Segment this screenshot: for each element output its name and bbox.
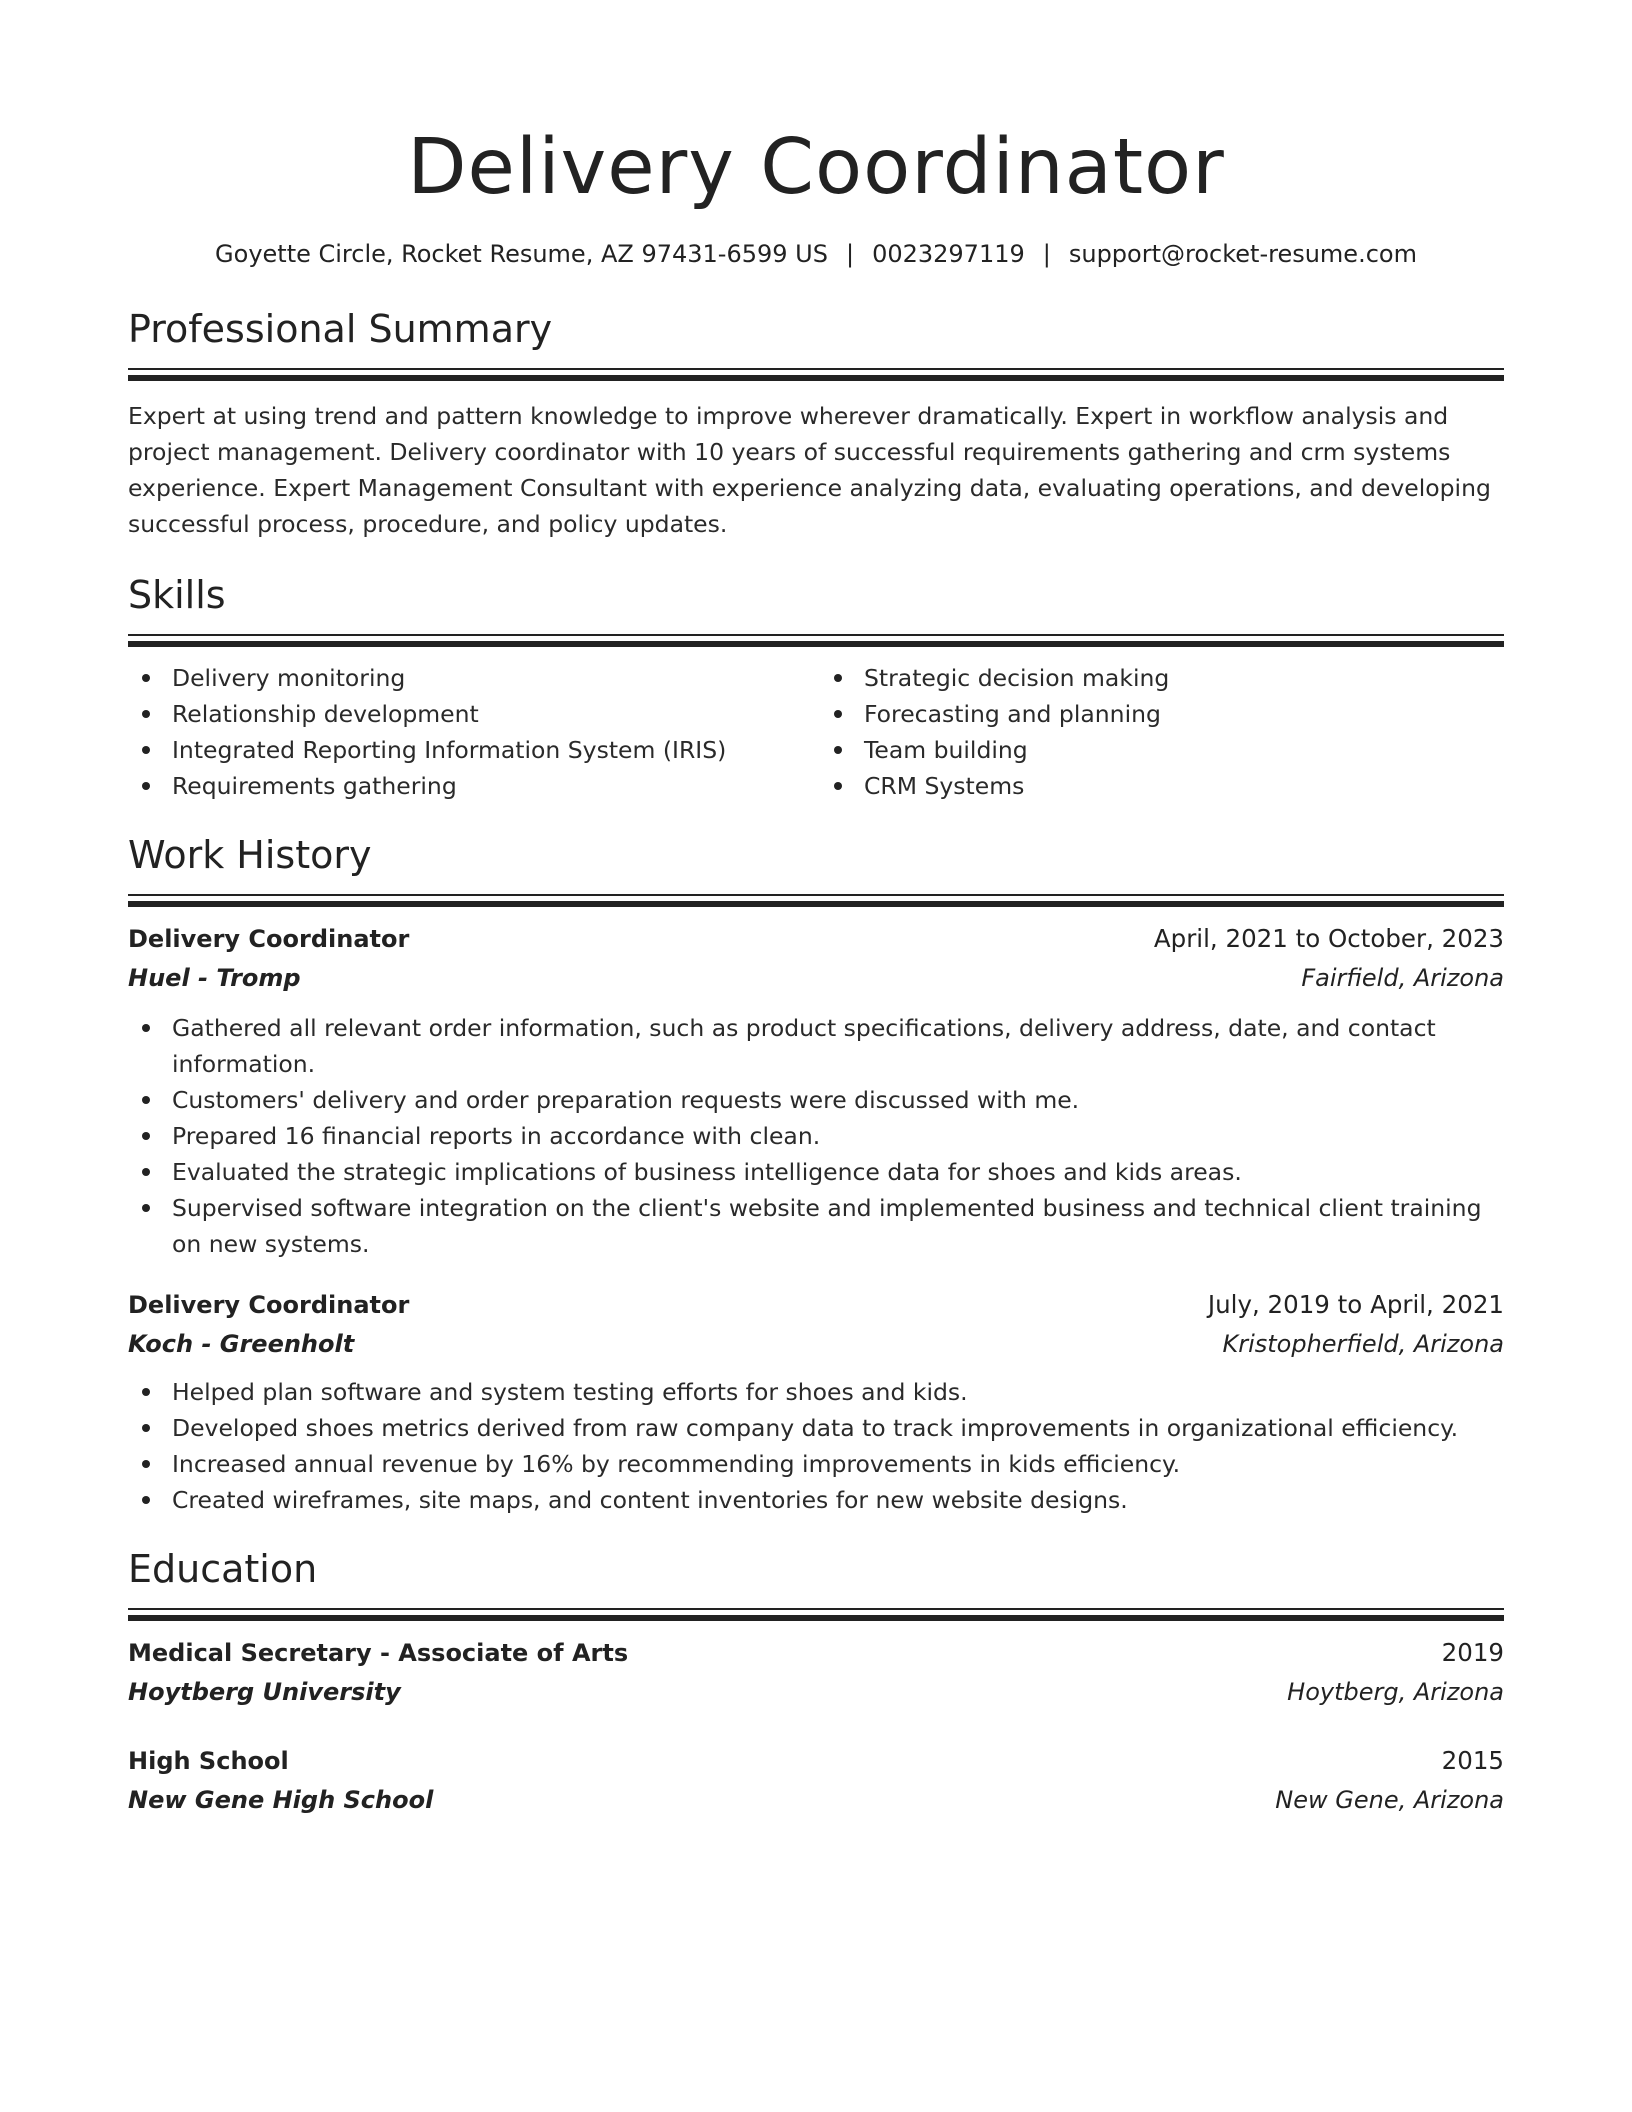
contact-phone: 0023297119 (872, 240, 1025, 268)
section-heading-education: Education (128, 1547, 318, 1591)
job-header-row (128, 920, 1504, 958)
education-sub-row (128, 1780, 1504, 1820)
bullet-icon (142, 1388, 150, 1396)
education-header-row (128, 1742, 1504, 1780)
summary-text: Expert at using trend and pattern knowledge to improve wherever dramatically. Expert in workflow analysis and project management. Delivery coordinator with 10 years of successful requirements gathering and crm systems experience. Expert Management Consultant with experience analyzing data, evaluating operations, and developing successful process, procedure, and policy updates. (128, 402, 1491, 538)
contact-separator: | (845, 240, 855, 268)
section-heading-summary: Professional Summary (128, 307, 553, 351)
bullet-icon (834, 746, 842, 754)
bullet-icon (142, 1496, 150, 1504)
skill-item: Integrated Reporting Information System (IRIS) (128, 732, 812, 768)
bullet-icon (142, 1096, 150, 1104)
section-heading-skills: Skills (128, 573, 226, 617)
section-divider (128, 368, 1504, 380)
education-degree: Medical Secretary - Associate of Arts (128, 1639, 629, 1667)
job-title: Delivery Coordinator (128, 1291, 410, 1319)
resume-title: Delivery Coordinator (407, 123, 1225, 212)
job-bullet: Gathered all relevant order information, such as product specifications, delivery address, date, and contact information. (128, 1010, 1504, 1082)
bullet-icon (142, 710, 150, 718)
contact-line (128, 238, 1504, 270)
bullet-icon (834, 710, 842, 718)
job-bullet: Created wireframes, site maps, and content inventories for new website designs. (128, 1482, 1504, 1518)
skills-column-right (812, 660, 1504, 804)
skill-item: Delivery monitoring (128, 660, 812, 696)
skill-item: CRM Systems (820, 768, 1504, 804)
section-divider (128, 1608, 1504, 1620)
job-bullet: Evaluated the strategic implications of business intelligence data for shoes and kids areas. (128, 1154, 1504, 1190)
job-entry (128, 920, 1504, 1262)
education-header-row (128, 1634, 1504, 1672)
job-dates: July, 2019 to April, 2021 (1207, 1290, 1504, 1319)
education-year: 2015 (1441, 1746, 1504, 1775)
contact-address: Goyette Circle, Rocket Resume, AZ 97431-6599 US (215, 240, 828, 268)
education-sub-row (128, 1672, 1504, 1712)
section-divider (128, 634, 1504, 646)
skill-item: Team building (820, 732, 1504, 768)
job-bullet: Supervised software integration on the client's website and implemented business and technical client training on new systems. (128, 1190, 1504, 1262)
job-company: Koch - Greenholt (128, 1330, 355, 1358)
section-heading-work: Work History (128, 833, 372, 877)
job-company: Huel - Tromp (128, 964, 301, 992)
education-entry (128, 1634, 1504, 1712)
contact-email: support@rocket-resume.com (1068, 240, 1417, 268)
bullet-icon (142, 1424, 150, 1432)
summary-section (128, 306, 1504, 542)
bullet-icon (142, 1460, 150, 1468)
job-location: Fairfield, Arizona (1301, 964, 1504, 992)
bullet-icon (142, 746, 150, 754)
work-section (128, 832, 1504, 1518)
skill-item: Strategic decision making (820, 660, 1504, 696)
bullet-icon (142, 674, 150, 682)
education-entry (128, 1742, 1504, 1820)
bullet-icon (834, 674, 842, 682)
skill-item: Relationship development (128, 696, 812, 732)
skills-columns (128, 660, 1504, 804)
job-header-row (128, 1286, 1504, 1324)
job-bullets (128, 1010, 1504, 1262)
job-sub-row (128, 1324, 1504, 1364)
skills-column-left (128, 660, 812, 804)
contact-separator: | (1042, 240, 1051, 268)
job-bullet: Customers' delivery and order preparation requests were discussed with me. (128, 1082, 1504, 1118)
job-entry (128, 1286, 1504, 1518)
job-bullet: Developed shoes metrics derived from raw company data to track improvements in organizational efficiency. (128, 1410, 1504, 1446)
skill-item: Forecasting and planning (820, 696, 1504, 732)
bullet-icon (142, 1204, 150, 1212)
job-dates: April, 2021 to October, 2023 (1153, 924, 1504, 953)
bullet-icon (142, 1168, 150, 1176)
job-sub-row (128, 958, 1504, 998)
education-location: Hoytberg, Arizona (1287, 1678, 1504, 1706)
education-school: Hoytberg University (128, 1678, 401, 1706)
education-section (128, 1546, 1504, 1820)
skills-section (128, 572, 1504, 804)
education-location: New Gene, Arizona (1275, 1786, 1504, 1814)
job-bullets (128, 1374, 1504, 1518)
job-location: Kristopherfield, Arizona (1222, 1330, 1504, 1358)
bullet-icon (142, 1132, 150, 1140)
bullet-icon (834, 782, 842, 790)
job-bullet: Helped plan software and system testing efforts for shoes and kids. (128, 1374, 1504, 1410)
job-bullet: Prepared 16 financial reports in accordance with clean. (128, 1118, 1504, 1154)
section-divider (128, 894, 1504, 906)
skill-item: Requirements gathering (128, 768, 812, 804)
job-bullet: Increased annual revenue by 16% by recommending improvements in kids efficiency. (128, 1446, 1504, 1482)
bullet-icon (142, 782, 150, 790)
job-title: Delivery Coordinator (128, 925, 410, 953)
bullet-icon (142, 1024, 150, 1032)
education-year: 2019 (1441, 1638, 1504, 1667)
education-degree: High School (128, 1747, 289, 1775)
education-school: New Gene High School (128, 1786, 434, 1814)
